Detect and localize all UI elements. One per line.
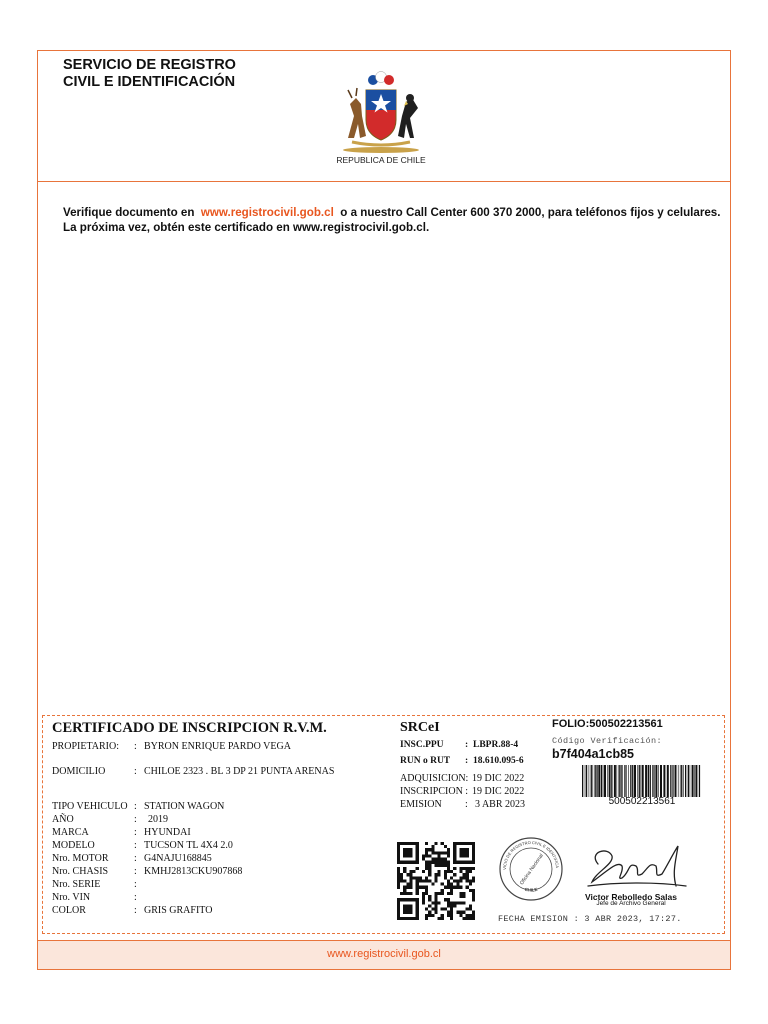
folio-number: FOLIO:500502213561: [552, 718, 663, 730]
adquisicion-label: ADQUISICION:: [400, 773, 469, 784]
field-row: AÑO : 2019: [52, 814, 168, 825]
fecha-emision: FECHA EMISION : 3 ABR 2023, 17:27.: [498, 914, 682, 924]
field-value: KMHJ2813CKU907868: [144, 866, 243, 877]
agency-title-line1: SERVICIO DE REGISTRO: [63, 57, 236, 73]
owner-value: BYRON ENRIQUE PARDO VEGA: [144, 741, 291, 752]
emision-value: 3 ABR 2023: [475, 799, 526, 810]
seal-center-text: Oficina Nacional: [518, 852, 545, 887]
address-label: DOMICILIO: [52, 766, 106, 777]
footer-url-link[interactable]: www.registrocivil.gob.cl: [327, 948, 441, 960]
official-seal-icon: [498, 836, 564, 902]
field-row: Nro. MOTOR : G4NAJU168845: [52, 853, 212, 864]
srcei-label: SRCeI: [400, 720, 440, 735]
seal-top-text: VICIO DE REGISTRO CIVIL E IDENTIFICA: [501, 839, 561, 870]
qr-code-icon: [397, 842, 475, 920]
field-row: Nro. SERIE :: [52, 879, 137, 890]
field-label: AÑO: [52, 814, 74, 825]
agency-title-line2: CIVIL E IDENTIFICACIÓN: [63, 74, 236, 90]
emision-colon: :: [465, 799, 468, 810]
chile-coat-of-arms-icon: [326, 68, 436, 158]
verification-code-label: Código Verificación:: [552, 736, 663, 746]
insc-ppu-colon: :: [465, 740, 469, 750]
signer-name: Victor Rebolledo Salas: [585, 892, 677, 902]
barcode-number: 500502213561: [608, 796, 676, 807]
field-label: COLOR: [52, 905, 86, 916]
field-row: COLOR : GRIS GRAFITO: [52, 905, 213, 916]
run-colon: :: [465, 756, 469, 766]
address-row: DOMICILIO : CHILOE 2323 . BL 3 DP 21 PUNTA ARENAS: [52, 766, 335, 777]
barcode-icon: [582, 765, 702, 797]
run-value: 18.610.095-6: [473, 756, 524, 766]
field-value: HYUNDAI: [144, 827, 191, 838]
field-label: Nro. SERIE: [52, 879, 101, 890]
field-value: GRIS GRAFITO: [144, 905, 213, 916]
field-label: TIPO VEHICULO: [52, 801, 128, 812]
run-label: RUN o RUT: [400, 756, 451, 766]
field-value: 2019: [148, 814, 168, 825]
owner-row: PROPIETARIO: : BYRON ENRIQUE PARDO VEGA: [52, 741, 291, 752]
seal-bottom-text: CHILE: [524, 886, 538, 893]
adquisicion-value: 19 DIC 2022: [472, 773, 525, 784]
svg-text:CHILE: [524, 887, 538, 893]
inscripcion-label: INSCRIPCION :: [400, 786, 469, 797]
field-value: STATION WAGON: [144, 801, 225, 812]
field-value: G4NAJU168845: [144, 853, 212, 864]
field-value: TUCSON TL 4X4 2.0: [144, 840, 233, 851]
insc-ppu-value: LBPR.88-4: [473, 740, 519, 750]
verification-prefix: Verifique documento en: [63, 206, 195, 219]
verification-notice: [63, 205, 723, 235]
insc-ppu-label: INSC.PPU: [400, 740, 444, 750]
coat-caption: REPUBLICA DE CHILE: [336, 155, 426, 165]
verification-code-value: b7f404a1cb85: [552, 747, 635, 761]
agency-title: [63, 57, 236, 91]
verification-rest: o a nuestro Call Center 600 370 2000, para teléfonos fijos y celulares. La próxima vez, obtén este certificado en www.registrocivil.gob.cl.: [63, 206, 721, 234]
registro-civil-link[interactable]: www.registrocivil.gob.cl: [200, 206, 334, 219]
handwritten-signature-icon: [578, 842, 688, 894]
signer-role: Jefe de Archivo General: [596, 900, 666, 907]
field-row: TIPO VEHICULO : STATION WAGON: [52, 801, 225, 812]
field-row: Nro. CHASIS : KMHJ2813CKU907868: [52, 866, 243, 877]
field-row: Nro. VIN :: [52, 892, 137, 903]
address-value: CHILOE 2323 . BL 3 DP 21 PUNTA ARENAS: [144, 766, 335, 777]
svg-text:SERVICIO DE REGISTRO CIVIL E I: [498, 836, 560, 870]
emision-label: EMISION: [400, 799, 442, 810]
field-label: MODELO: [52, 840, 95, 851]
field-label: Nro. VIN: [52, 892, 91, 903]
field-row: MARCA : HYUNDAI: [52, 827, 191, 838]
owner-label: PROPIETARIO:: [52, 741, 119, 752]
field-label: MARCA: [52, 827, 89, 838]
field-label: Nro. CHASIS: [52, 866, 109, 877]
certificate-title: CERTIFICADO DE INSCRIPCION R.V.M.: [52, 720, 327, 736]
field-row: MODELO : TUCSON TL 4X4 2.0: [52, 840, 233, 851]
inscripcion-value: 19 DIC 2022: [472, 786, 525, 797]
field-label: Nro. MOTOR: [52, 853, 109, 864]
